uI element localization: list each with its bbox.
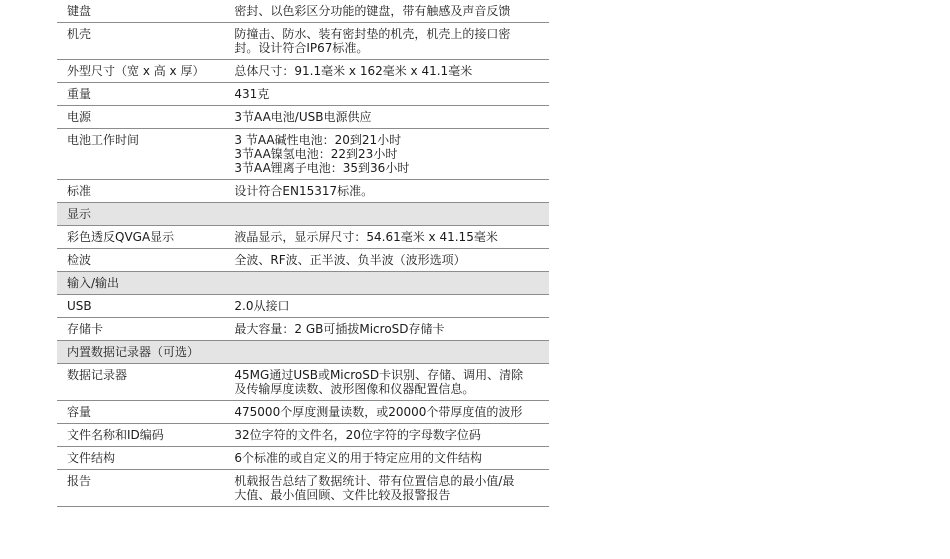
section-empty-cell	[224, 341, 549, 364]
spec-row	[57, 470, 549, 507]
section-header-row	[57, 272, 549, 295]
spec-row	[57, 424, 549, 447]
spec-label: USB	[67, 299, 92, 313]
spec-row	[57, 295, 549, 318]
spec-label: 键盘	[67, 4, 92, 18]
spec-row	[57, 106, 549, 129]
spec-label: 外型尺寸（宽 x 高 x 厚）	[67, 64, 205, 78]
spec-value: 431克	[234, 87, 270, 101]
section-title: 内置数据记录器（可选）	[67, 345, 200, 359]
spec-label: 存储卡	[67, 322, 104, 336]
section-header-row	[57, 203, 549, 226]
spec-row	[57, 180, 549, 203]
section-title: 输入/输出	[67, 276, 120, 290]
spec-label: 标准	[67, 184, 92, 198]
spec-row	[57, 226, 549, 249]
spec-value: 防撞击、防水、装有密封垫的机壳，机壳上的接口密 封。设计符合IP67标准。	[234, 27, 511, 55]
spec-value: 32位字符的文件名，20位字符的字母数字位码	[234, 428, 481, 442]
spec-label: 文件结构	[67, 451, 116, 465]
section-empty-cell	[224, 272, 549, 295]
spec-row	[57, 318, 549, 341]
spec-row	[57, 129, 549, 180]
spec-value: 2.0从接口	[234, 299, 290, 313]
section-title: 显示	[67, 207, 92, 221]
specifications-table	[57, 0, 549, 507]
spec-row	[57, 364, 549, 401]
spec-row	[57, 23, 549, 60]
spec-value: 全波、RF波、正半波、负半波（波形选项）	[234, 253, 466, 267]
spec-value: 液晶显示，显示屏尺寸：54.61毫米 x 41.15毫米	[234, 230, 498, 244]
spec-value: 总体尺寸：91.1毫米 x 162毫米 x 41.1毫米	[234, 64, 473, 78]
spec-value: 6个标准的或自定义的用于特定应用的文件结构	[234, 451, 483, 465]
spec-value: 密封、以色彩区分功能的键盘，带有触感及声音反馈	[234, 4, 511, 18]
section-header-row	[57, 341, 549, 364]
spec-label: 电源	[67, 110, 92, 124]
spec-value: 最大容量：2 GB可插拔MicroSD存储卡	[234, 322, 445, 336]
spec-row	[57, 249, 549, 272]
spec-value: 设计符合EN15317标准。	[234, 184, 374, 198]
spec-value: 45MG通过USB或MicroSD卡识别、存储、调用、清除 及传输厚度读数、波形图像和仪器配置信息。	[234, 368, 524, 396]
spec-value: 3 节AA碱性电池：20到21小时 3节AA镍氢电池：22到23小时 3节AA锂离子电池：35到36小时	[234, 133, 410, 175]
spec-value: 3节AA电池/USB电源供应	[234, 110, 372, 124]
spec-label: 检波	[67, 253, 92, 267]
spec-row	[57, 447, 549, 470]
section-empty-cell	[224, 203, 549, 226]
spec-row	[57, 83, 549, 106]
spec-label: 数据记录器	[67, 368, 128, 382]
spec-label: 容量	[67, 405, 92, 419]
spec-row	[57, 401, 549, 424]
spec-value: 475000个厚度测量读数，或20000个带厚度值的波形	[234, 405, 523, 419]
specifications-body	[57, 0, 549, 507]
spec-row	[57, 0, 549, 23]
spec-label: 文件名称和ID编码	[67, 428, 164, 442]
spec-value: 机载报告总结了数据统计、带有位置信息的最小值/最 大值、最小值回顾、文件比较及报警报告	[234, 474, 515, 502]
spec-label: 重量	[67, 87, 92, 101]
spec-label: 彩色透反QVGA显示	[67, 230, 175, 244]
spec-label: 机壳	[67, 27, 92, 41]
spec-row	[57, 60, 549, 83]
spec-label: 电池工作时间	[67, 133, 140, 147]
spec-label: 报告	[67, 474, 92, 488]
